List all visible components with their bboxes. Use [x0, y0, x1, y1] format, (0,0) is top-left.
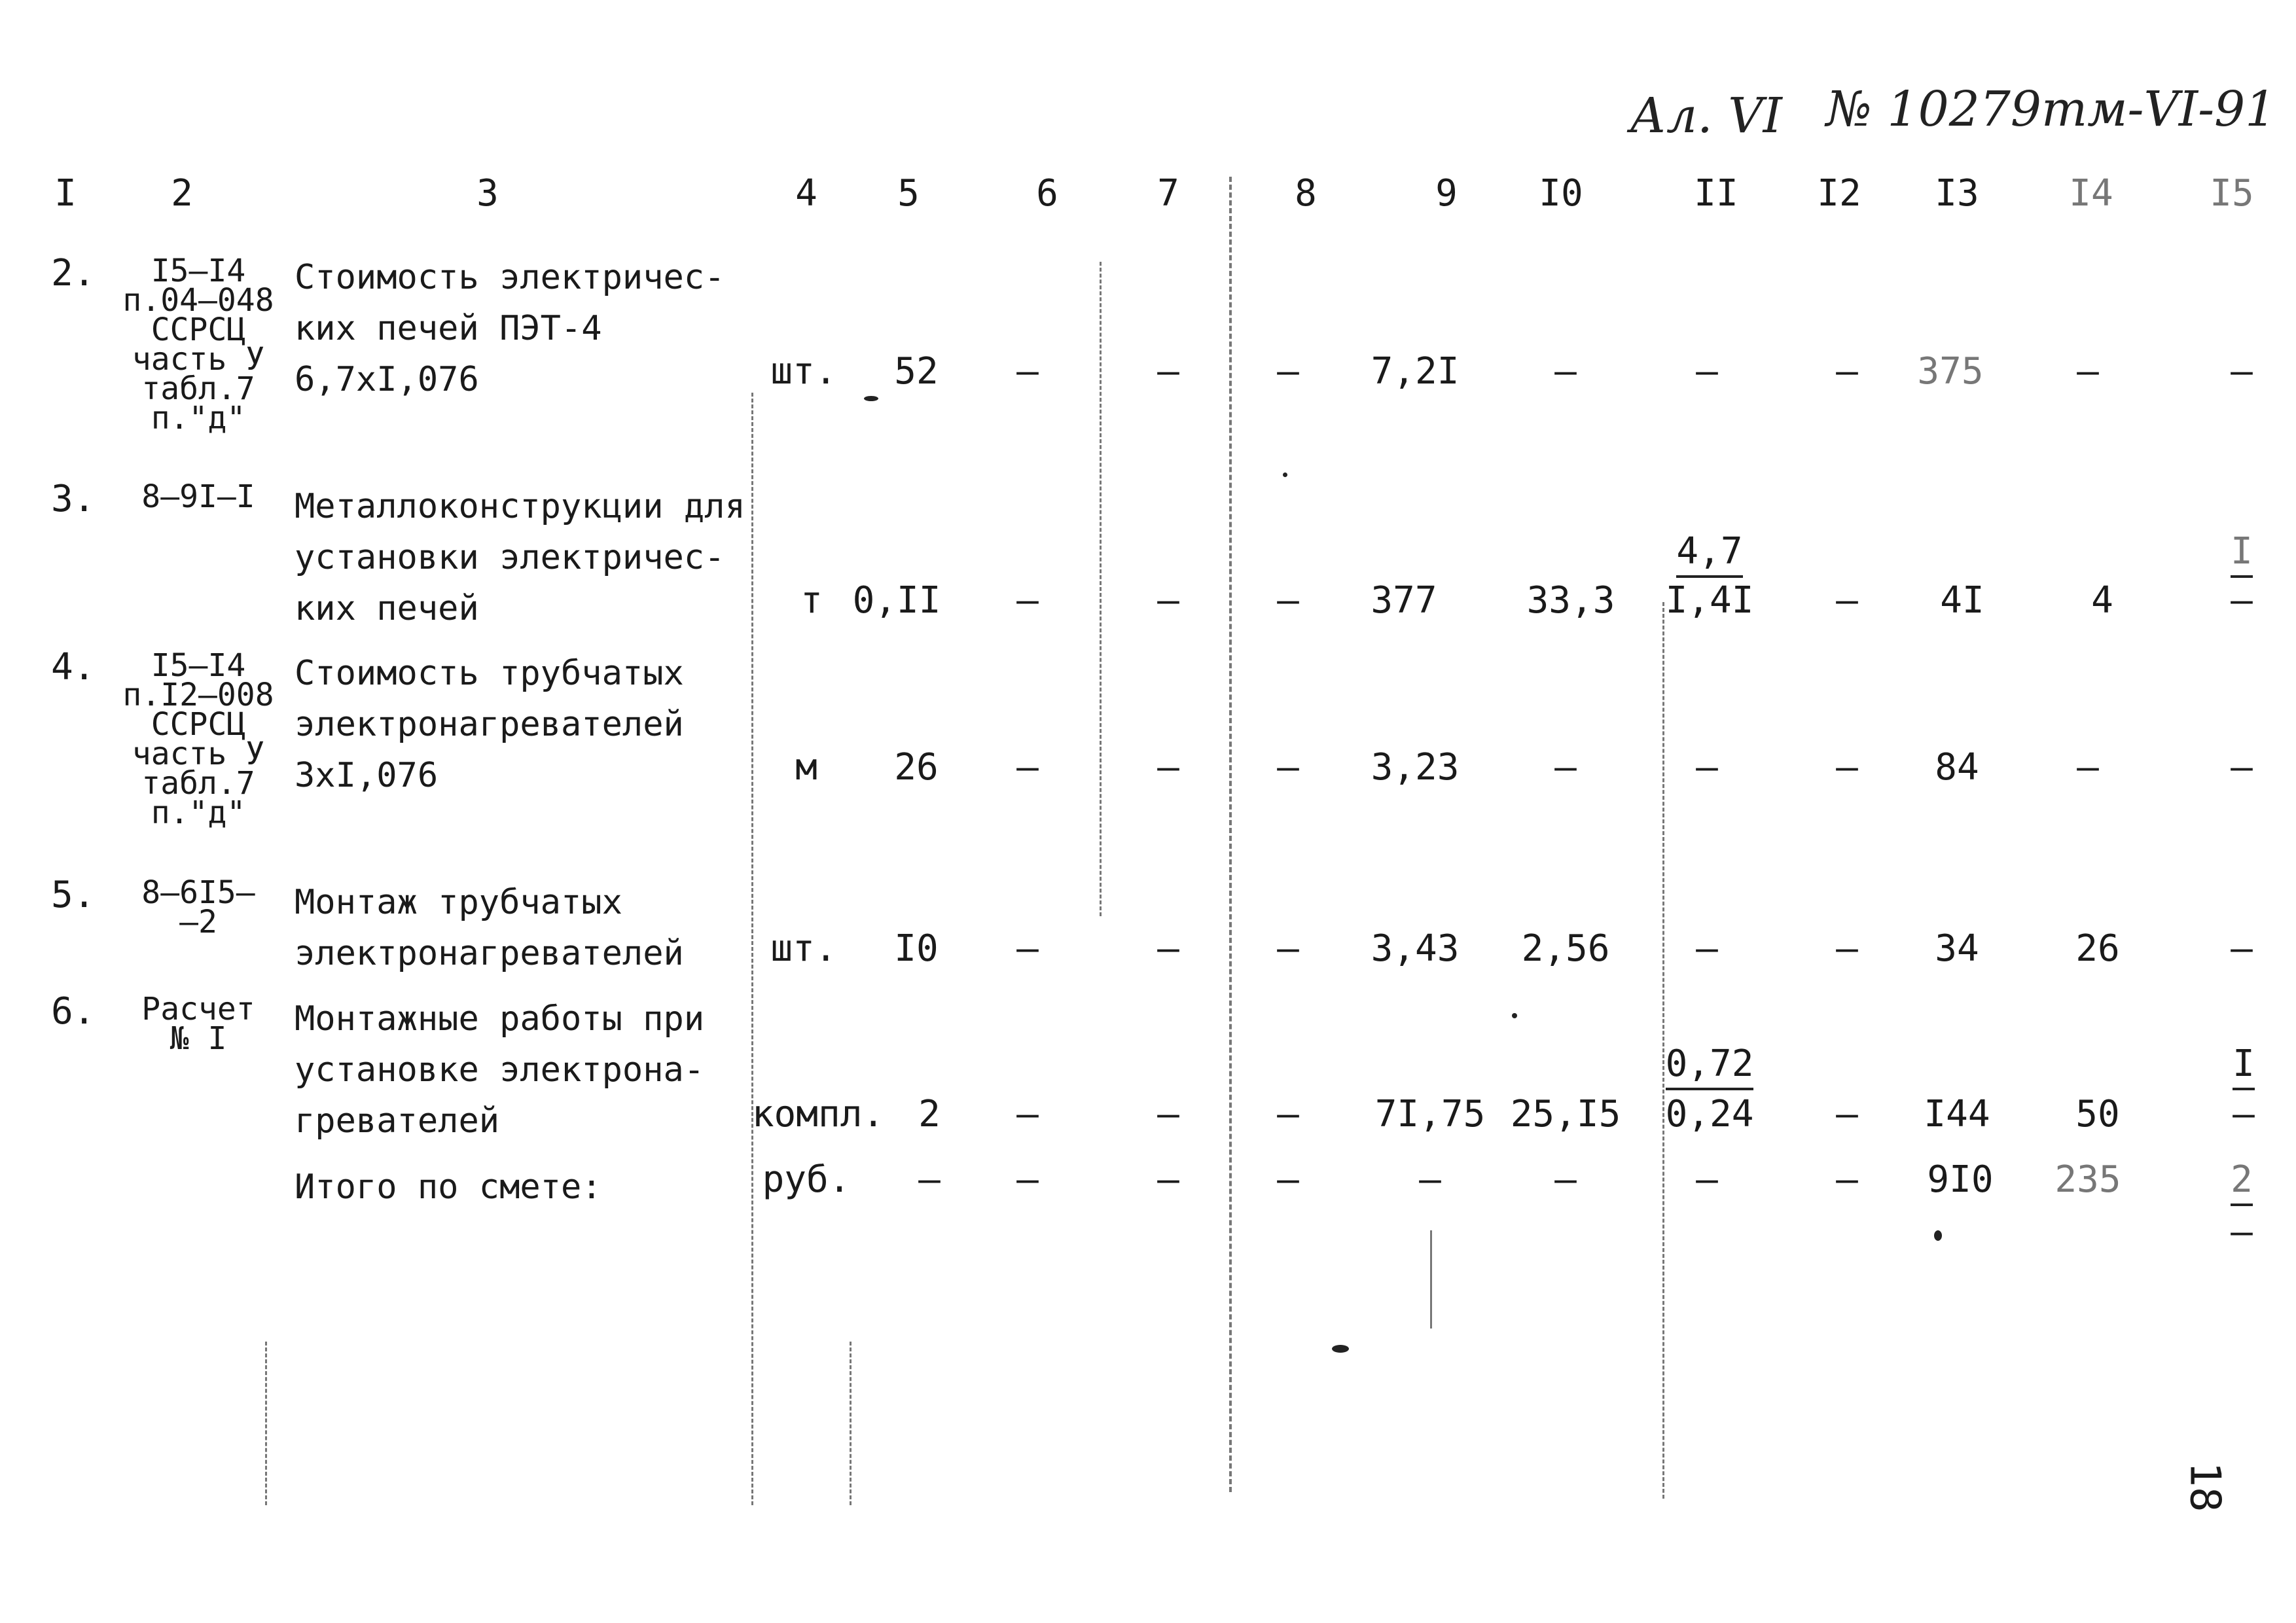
row-reference: I5–I4 п.04–048 ССРСЦ часть У табл.7 п."д"	[122, 253, 274, 437]
cell-8: –	[1277, 746, 1299, 789]
column-number: I	[54, 172, 77, 215]
cell-15: –	[2231, 579, 2253, 622]
cell-8: –	[1277, 927, 1299, 970]
quantity-cell: 0,II	[852, 579, 941, 622]
row-number: 5.	[51, 874, 96, 916]
cell-12: –	[1836, 1093, 1858, 1135]
column-divider	[1430, 1230, 1432, 1329]
cell-6: –	[1016, 1093, 1039, 1135]
column-number: I5	[2210, 172, 2254, 215]
cell-10: 2,56	[1521, 927, 1610, 970]
cell-14: 26	[2075, 927, 2120, 970]
scan-speck	[1512, 1013, 1517, 1018]
cell-7: –	[1157, 1093, 1179, 1135]
unit-cell: шт.	[770, 927, 837, 970]
page-number: 18	[2180, 1461, 2229, 1512]
quantity-cell: 26	[894, 746, 939, 789]
row-reference: Расчет № I	[141, 991, 255, 1057]
cell-12: –	[1836, 746, 1858, 789]
cell-7: –	[1157, 746, 1179, 789]
cell-7: –	[1157, 579, 1179, 622]
scan-speck	[1283, 473, 1287, 477]
cell-13: 4I	[1940, 579, 1984, 622]
column-divider	[265, 1342, 267, 1505]
column-number: II	[1694, 172, 1738, 215]
cell-13: 9I0	[1927, 1158, 1994, 1201]
unit-cell: руб.	[762, 1158, 851, 1201]
cell-15-numerator: 2	[2163, 1162, 2296, 1198]
row-description: Металлоконструкции для установки электричес- ких печей	[295, 487, 745, 628]
cell-8: –	[1277, 579, 1299, 622]
row-reference: 8–6I5– –2	[141, 874, 255, 940]
cell-9: –	[1419, 1158, 1441, 1201]
quantity-cell: I0	[894, 927, 939, 970]
cell-11-numerator: 4,7	[1631, 533, 1788, 570]
cell-6: –	[1016, 746, 1039, 789]
column-number: I4	[2069, 172, 2113, 215]
album-handwritten: Ал. VI	[1630, 88, 1782, 144]
cell-12: –	[1836, 579, 1858, 622]
column-number: 9	[1435, 172, 1458, 215]
cell-12: –	[1836, 927, 1858, 970]
cell-13: 84	[1935, 746, 1979, 789]
cell-15: –	[2231, 927, 2253, 970]
cell-10: 25,I5	[1510, 1093, 1621, 1135]
cell-11: –	[1696, 927, 1718, 970]
cell-14: –	[2077, 350, 2099, 393]
cell-13: I44	[1924, 1093, 1990, 1135]
cell-11: –	[1696, 350, 1718, 393]
cell-6: –	[1016, 350, 1039, 393]
scan-speck	[1934, 1230, 1942, 1241]
cell-9: 7I,75	[1374, 1093, 1486, 1135]
column-divider	[850, 1342, 852, 1505]
column-number: I0	[1539, 172, 1583, 215]
column-number: I2	[1817, 172, 1861, 215]
cell-8: –	[1277, 350, 1299, 393]
cell-14: –	[2077, 746, 2099, 789]
cell-12: –	[1836, 350, 1858, 393]
cell-12: –	[1836, 1158, 1858, 1201]
cell-8: –	[1277, 1158, 1299, 1201]
cell-10: –	[1554, 350, 1577, 393]
cell-15: –	[2233, 1093, 2255, 1135]
column-number: 7	[1157, 172, 1179, 215]
cell-15-numerator: I	[2165, 1046, 2296, 1082]
cell-14: 50	[2075, 1093, 2120, 1135]
cell-9: 377	[1371, 579, 1437, 622]
unit-cell: т	[800, 579, 823, 622]
cell-11-numerator: 0,72	[1631, 1046, 1788, 1082]
total-label: Итого по смете:	[295, 1168, 602, 1207]
cell-7: –	[1157, 1158, 1179, 1201]
row-number: 2.	[51, 252, 96, 294]
cell-13: 34	[1935, 927, 1979, 970]
unit-cell: компл.	[751, 1093, 885, 1135]
cell-6: –	[1016, 1158, 1039, 1201]
cell-14: 235	[2054, 1158, 2121, 1201]
cell-7: –	[1157, 927, 1179, 970]
cell-6: –	[1016, 927, 1039, 970]
column-number: 5	[897, 172, 920, 215]
cell-9: 7,2I	[1371, 350, 1460, 393]
cell-15: –	[2231, 1211, 2253, 1253]
quantity-cell: 2	[918, 1093, 941, 1135]
quantity-cell: 52	[894, 350, 939, 393]
unit-cell: шт.	[770, 350, 837, 393]
cell-14: 4	[2091, 579, 2113, 622]
project-number-handwritten: № 10279тм-VI-91	[1826, 81, 2276, 137]
cell-15: –	[2231, 746, 2253, 789]
cell-8: –	[1277, 1093, 1299, 1135]
row-description: Стоимость трубчатых электронагревателей 3хI,076	[295, 654, 684, 795]
cell-11: –	[1696, 1158, 1718, 1201]
column-number: 6	[1036, 172, 1058, 215]
cell-11: 0,24	[1665, 1093, 1754, 1135]
column-number: 8	[1295, 172, 1317, 215]
cell-13: 375	[1917, 350, 1984, 393]
row-number: 4.	[51, 646, 96, 688]
cell-9: 3,43	[1371, 927, 1460, 970]
quantity-cell: –	[918, 1158, 941, 1201]
cell-15: –	[2231, 350, 2253, 393]
row-reference: I5–I4 п.I2–008 ССРСЦ часть У табл.7 п."д"	[122, 647, 274, 831]
cell-15-numerator: I	[2163, 533, 2296, 570]
column-number: I3	[1935, 172, 1979, 215]
cell-6: –	[1016, 579, 1039, 622]
cell-11: –	[1696, 746, 1718, 789]
cell-10: 33,3	[1526, 579, 1615, 622]
scan-speck	[1332, 1345, 1349, 1353]
column-number: 4	[795, 172, 817, 215]
cell-10: –	[1554, 746, 1577, 789]
unit-cell: м	[795, 746, 817, 789]
row-number: 3.	[51, 478, 96, 520]
row-reference: 8–9I–I	[141, 478, 255, 515]
cell-11: I,4I	[1665, 579, 1754, 622]
row-description: Монтаж трубчатых электронагревателей	[295, 883, 684, 973]
row-description: Стоимость электричес- ких печей ПЭТ-4 6,7хI,076	[295, 258, 725, 399]
cell-9: 3,23	[1371, 746, 1460, 789]
row-number: 6.	[51, 990, 96, 1033]
cell-10: –	[1554, 1158, 1577, 1201]
cell-7: –	[1157, 350, 1179, 393]
row-description: Монтажные работы при установке электрона- гревателей	[295, 999, 705, 1141]
column-number: 3	[476, 172, 499, 215]
scan-speck	[864, 396, 878, 401]
column-number: 2	[171, 172, 193, 215]
